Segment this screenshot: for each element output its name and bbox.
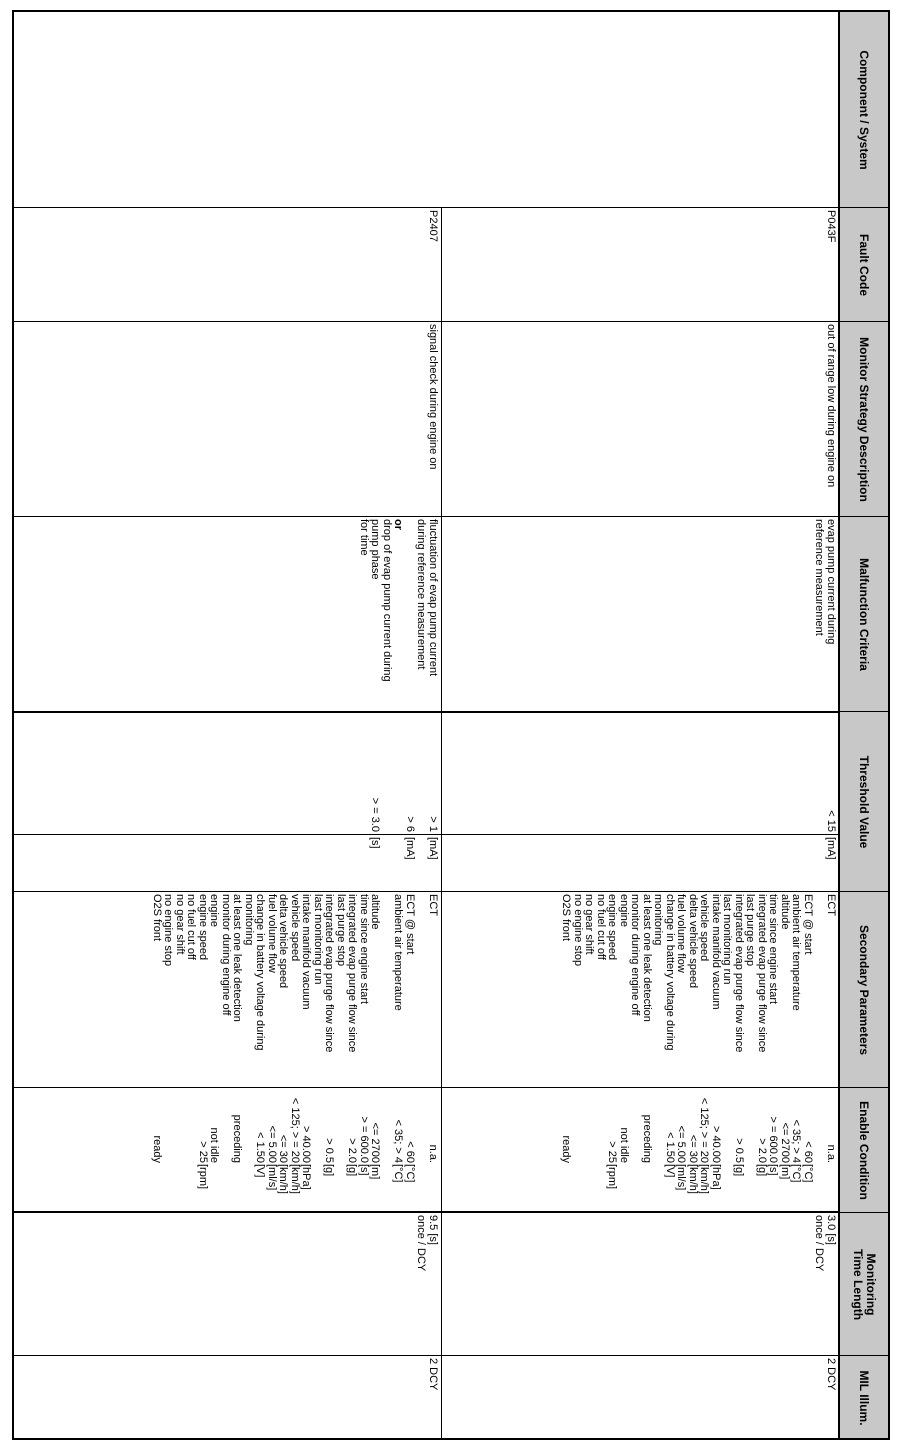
secondary-parameter: no fuel cut off <box>185 894 198 960</box>
col-divider <box>12 321 890 322</box>
threshold-value <box>415 714 427 832</box>
secondary-parameter: engine speed <box>197 894 209 961</box>
table-frame <box>12 10 890 1440</box>
enable-unit <box>560 1164 572 1194</box>
row2-secondary-list <box>151 894 439 1052</box>
enable-unit <box>312 1164 324 1194</box>
enable-value: > 0.5 <box>733 1138 745 1163</box>
enable-unit <box>618 1164 630 1194</box>
enable-unit: [km/h] <box>289 1164 301 1194</box>
enable-unit: [V] <box>664 1164 676 1178</box>
secondary-parameter: time since engine start <box>767 894 780 1005</box>
row1-secondary-list <box>560 894 836 1052</box>
enable-value <box>744 1089 756 1163</box>
row-divider <box>441 207 442 1440</box>
box-right <box>12 1211 838 1213</box>
threshold-value: > 6 <box>404 816 416 832</box>
enable-value <box>312 1089 324 1163</box>
enable-value <box>629 1089 641 1163</box>
threshold-unit: [mA] <box>404 837 416 860</box>
enable-unit <box>220 1164 232 1194</box>
secondary-parameter: engine speed <box>606 894 619 961</box>
enable-value: > 40.00 <box>300 1125 313 1163</box>
enable-unit: [km/h] <box>277 1164 290 1194</box>
enable-unit: [s] <box>358 1164 370 1176</box>
enable-unit: [V] <box>254 1164 267 1178</box>
enable-value <box>595 1089 607 1163</box>
enable-unit: [g] <box>756 1164 768 1177</box>
enable-unit: [g] <box>323 1164 336 1177</box>
row1-criteria-line: reference measurement <box>813 519 826 636</box>
enable-unit <box>721 1164 733 1194</box>
enable-unit: [g] <box>346 1164 359 1177</box>
row1-mil: 2 DCY <box>825 1358 837 1391</box>
row2-criteria <box>358 519 439 682</box>
enable-unit <box>185 1164 197 1194</box>
enable-value: preceding <box>641 1114 653 1163</box>
secondary-parameter: integrated evap purge flow since <box>323 894 336 1053</box>
secondary-parameter: monitor during engine off <box>629 894 642 1016</box>
col-divider <box>12 207 890 208</box>
enable-value <box>652 1089 664 1163</box>
enable-unit: [km/h] <box>687 1164 699 1194</box>
enable-unit: [°C] <box>392 1164 405 1183</box>
secondary-parameter: change in battery voltage during <box>664 894 676 1051</box>
secondary-parameter: ECT <box>427 894 439 916</box>
secondary-parameter: no gear shift <box>174 894 186 955</box>
secondary-parameter: delta vehicle speed <box>277 894 290 989</box>
enable-unit <box>231 1164 243 1194</box>
enable-unit <box>151 1164 163 1194</box>
enable-value <box>813 1089 825 1163</box>
enable-value <box>583 1089 595 1163</box>
enable-unit <box>162 1164 174 1194</box>
secondary-parameter: vehicle speed <box>289 894 301 962</box>
secondary-parameter: last purge stop <box>335 894 347 967</box>
secondary-parameter: last purge stop <box>744 894 757 967</box>
enable-unit <box>335 1164 347 1194</box>
secondary-parameter: altitude <box>369 894 382 930</box>
enable-value: n.a. <box>427 1144 439 1163</box>
row2-enable-values <box>151 1089 439 1163</box>
header-time-line1: Monitoring <box>864 1253 878 1316</box>
row2-threshold-units <box>369 837 438 860</box>
enable-unit <box>583 1164 595 1194</box>
criteria-line: for time <box>358 519 370 556</box>
secondary-parameter: fuel volume flow <box>675 894 688 973</box>
enable-unit <box>825 1164 837 1194</box>
enable-value <box>335 1089 347 1163</box>
secondary-parameter: delta vehicle speed <box>687 894 699 989</box>
secondary-parameter: vehicle speed <box>698 894 711 962</box>
threshold-value <box>392 714 404 832</box>
secondary-parameter: no engine stop <box>162 894 175 967</box>
col-divider <box>12 891 890 892</box>
box-left <box>12 711 838 713</box>
secondary-parameter: last monitoring run <box>312 894 324 985</box>
enable-value: preceding <box>231 1114 244 1163</box>
secondary-parameter: ECT @ start <box>404 894 416 955</box>
header-enable: Enable Condition <box>857 1101 872 1200</box>
secondary-parameter: altitude <box>779 894 791 930</box>
enable-value <box>174 1089 186 1163</box>
criteria-line: during reference measurement <box>415 519 428 670</box>
enable-value: < 60 <box>404 1141 416 1163</box>
row1-threshold-unit: [mA] <box>825 837 837 860</box>
secondary-parameter: integrated evap purge flow since <box>733 894 745 1053</box>
col-divider <box>12 516 890 517</box>
row2-time-line: once / DCY <box>415 1215 428 1272</box>
criteria-line: drop of evap pump current during <box>381 519 393 682</box>
secondary-parameter: intake manifold vacuum <box>710 894 722 1010</box>
enable-value: <= 2700 <box>369 1122 382 1163</box>
enable-unit <box>243 1164 255 1194</box>
row2-strategy: signal check during engine on <box>427 324 439 470</box>
enable-value: > 0.5 <box>323 1138 336 1163</box>
enable-value: > 25 <box>197 1141 209 1163</box>
enable-unit: [g] <box>733 1164 745 1177</box>
secondary-parameter: ECT <box>825 894 837 916</box>
criteria-line: pump phase <box>369 519 382 580</box>
enable-value <box>185 1089 197 1163</box>
enable-value <box>721 1089 733 1163</box>
header-time-line2: Time Length <box>851 1248 865 1321</box>
col-divider <box>12 1087 890 1088</box>
enable-unit <box>381 1164 393 1194</box>
threshold-unit <box>381 837 393 860</box>
threshold-unit <box>415 837 427 860</box>
header-secondary: Secondary Parameters <box>857 924 872 1056</box>
threshold-value <box>381 714 393 832</box>
row1-time <box>813 1215 836 1271</box>
enable-value: <= 5.00 <box>675 1125 688 1163</box>
enable-value <box>381 1089 393 1163</box>
criteria-line <box>404 519 416 682</box>
secondary-parameter: engine <box>208 894 221 928</box>
secondary-parameter: last monitoring run <box>721 894 734 985</box>
row2-time-line: 9.5 [s] <box>427 1215 439 1245</box>
enable-value: ready <box>560 1135 573 1163</box>
enable-value: < 60 <box>802 1141 814 1163</box>
enable-value: < 1.50 <box>254 1132 267 1163</box>
secondary-parameter: integrated evap purge flow since <box>346 894 359 1053</box>
row1-enable-units <box>560 1164 836 1194</box>
enable-unit <box>595 1164 607 1194</box>
secondary-parameter: monitor during engine off <box>220 894 232 1016</box>
secondary-parameter: engine <box>618 894 630 928</box>
box-bottom <box>12 711 14 1212</box>
enable-value: < 1.50 <box>664 1132 676 1163</box>
header-time-length <box>838 1213 890 1356</box>
enable-unit <box>572 1164 584 1194</box>
enable-value <box>415 1089 427 1163</box>
enable-value: <= 5.00 <box>266 1125 278 1163</box>
enable-unit <box>813 1164 825 1194</box>
threshold-unit <box>392 837 404 860</box>
enable-unit <box>174 1164 186 1194</box>
enable-value <box>220 1089 232 1163</box>
threshold-unit-divider <box>12 834 838 835</box>
enable-unit <box>641 1164 653 1194</box>
secondary-parameter: monitoring <box>243 894 255 946</box>
enable-unit: [°C] <box>790 1164 803 1183</box>
secondary-parameter: monitoring <box>652 894 665 946</box>
secondary-parameter <box>813 894 825 1052</box>
header-mil: MIL Illum. <box>857 1370 872 1426</box>
enable-value: < 125; > = 20 <box>698 1097 711 1163</box>
enable-unit <box>208 1164 220 1194</box>
secondary-parameter: O2S front <box>151 894 163 942</box>
enable-value: <= 30 <box>687 1134 699 1163</box>
enable-value: > 2.0 <box>756 1138 768 1163</box>
row2-mil: 2 DCY <box>427 1358 439 1391</box>
enable-unit <box>415 1164 427 1194</box>
enable-value: <= 30 <box>277 1134 290 1163</box>
header-component: Component / System <box>857 50 872 170</box>
criteria-line: or <box>392 519 405 530</box>
row2-fault-code: P2407 <box>427 210 439 242</box>
secondary-parameter: O2S front <box>560 894 573 942</box>
threshold-unit: [s] <box>369 837 382 849</box>
enable-unit: [rpm] <box>606 1164 619 1190</box>
secondary-parameter: at least one leak detection <box>231 894 244 1022</box>
enable-unit: [s] <box>767 1164 780 1176</box>
enable-unit: [hPa] <box>300 1164 313 1190</box>
enable-value <box>162 1089 174 1163</box>
enable-value: > 25 <box>606 1141 619 1163</box>
header-criteria: Malfunction Criteria <box>857 558 872 671</box>
enable-value: > 40.00 <box>710 1125 722 1163</box>
enable-value: < 35; > 4 <box>790 1119 803 1163</box>
row1-time-line: once / DCY <box>813 1215 826 1272</box>
enable-unit <box>629 1164 641 1194</box>
row1-fault-code: P043F <box>825 210 837 243</box>
secondary-parameter <box>381 894 393 1052</box>
row2-threshold-values <box>369 714 438 832</box>
enable-unit <box>744 1164 756 1194</box>
row1-threshold-value: < 15 <box>825 810 837 832</box>
secondary-parameter: integrated evap purge flow since <box>756 894 768 1053</box>
row1-strategy: out of range low during engine on <box>825 324 837 488</box>
threshold-value: > 1 <box>427 816 439 832</box>
enable-unit: [km/h] <box>698 1164 711 1194</box>
secondary-parameter: change in battery voltage during <box>254 894 267 1051</box>
enable-unit: [m] <box>779 1164 791 1180</box>
secondary-parameter: intake manifold vacuum <box>300 894 313 1010</box>
row1-criteria-line: evap pump current during <box>825 519 837 645</box>
enable-value <box>572 1089 584 1163</box>
enable-value: ready <box>151 1135 163 1163</box>
secondary-parameter <box>415 894 427 1052</box>
enable-value: < 35; > 4 <box>392 1119 405 1163</box>
secondary-parameter: time since engine start <box>358 894 370 1005</box>
secondary-parameter: at least one leak detection <box>641 894 653 1022</box>
col-divider <box>12 1355 890 1356</box>
row1-enable-values <box>560 1089 836 1163</box>
header-threshold: Threshold Value <box>857 755 872 849</box>
enable-value: < 125; > = 20 <box>289 1097 301 1163</box>
enable-unit <box>652 1164 664 1194</box>
enable-value: > = 600.0 <box>767 1116 780 1163</box>
enable-value: not idle <box>208 1127 221 1163</box>
secondary-parameter: no engine stop <box>572 894 584 967</box>
enable-value: n.a. <box>825 1144 837 1163</box>
enable-unit: [rpm] <box>197 1164 209 1190</box>
row1-criteria <box>813 519 836 644</box>
secondary-parameter: no gear shift <box>583 894 596 955</box>
secondary-parameter: no fuel cut off <box>595 894 607 960</box>
secondary-parameter: ambient air temperature <box>790 894 803 1011</box>
row2-time <box>415 1215 438 1271</box>
header-strategy: Monitor Strategy Description <box>857 337 872 502</box>
enable-value: > 2.0 <box>346 1138 359 1163</box>
threshold-unit: [mA] <box>427 837 439 860</box>
row2-enable-units <box>151 1164 439 1194</box>
enable-value: not idle <box>618 1127 630 1163</box>
enable-value: <= 2700 <box>779 1122 791 1163</box>
header-fault-code: Fault Code <box>857 234 872 296</box>
enable-value: > = 600.0 <box>358 1116 370 1163</box>
secondary-parameter: fuel volume flow <box>266 894 278 973</box>
enable-unit: [°C] <box>802 1164 814 1183</box>
secondary-parameter: ambient air temperature <box>392 894 405 1011</box>
enable-unit: [hPa] <box>710 1164 722 1190</box>
enable-unit: [°C] <box>404 1164 416 1183</box>
enable-unit: [m] <box>369 1164 382 1180</box>
enable-unit: [ml/s] <box>266 1164 278 1191</box>
threshold-value: > = 3.0 <box>369 797 382 832</box>
criteria-line: fluctuation of evap pump current <box>427 519 439 677</box>
enable-value <box>243 1089 255 1163</box>
enable-unit <box>427 1164 439 1194</box>
enable-unit: [ml/s] <box>675 1164 688 1191</box>
row1-time-line: 3.0 [s] <box>825 1215 837 1245</box>
secondary-parameter: ECT @ start <box>802 894 814 955</box>
